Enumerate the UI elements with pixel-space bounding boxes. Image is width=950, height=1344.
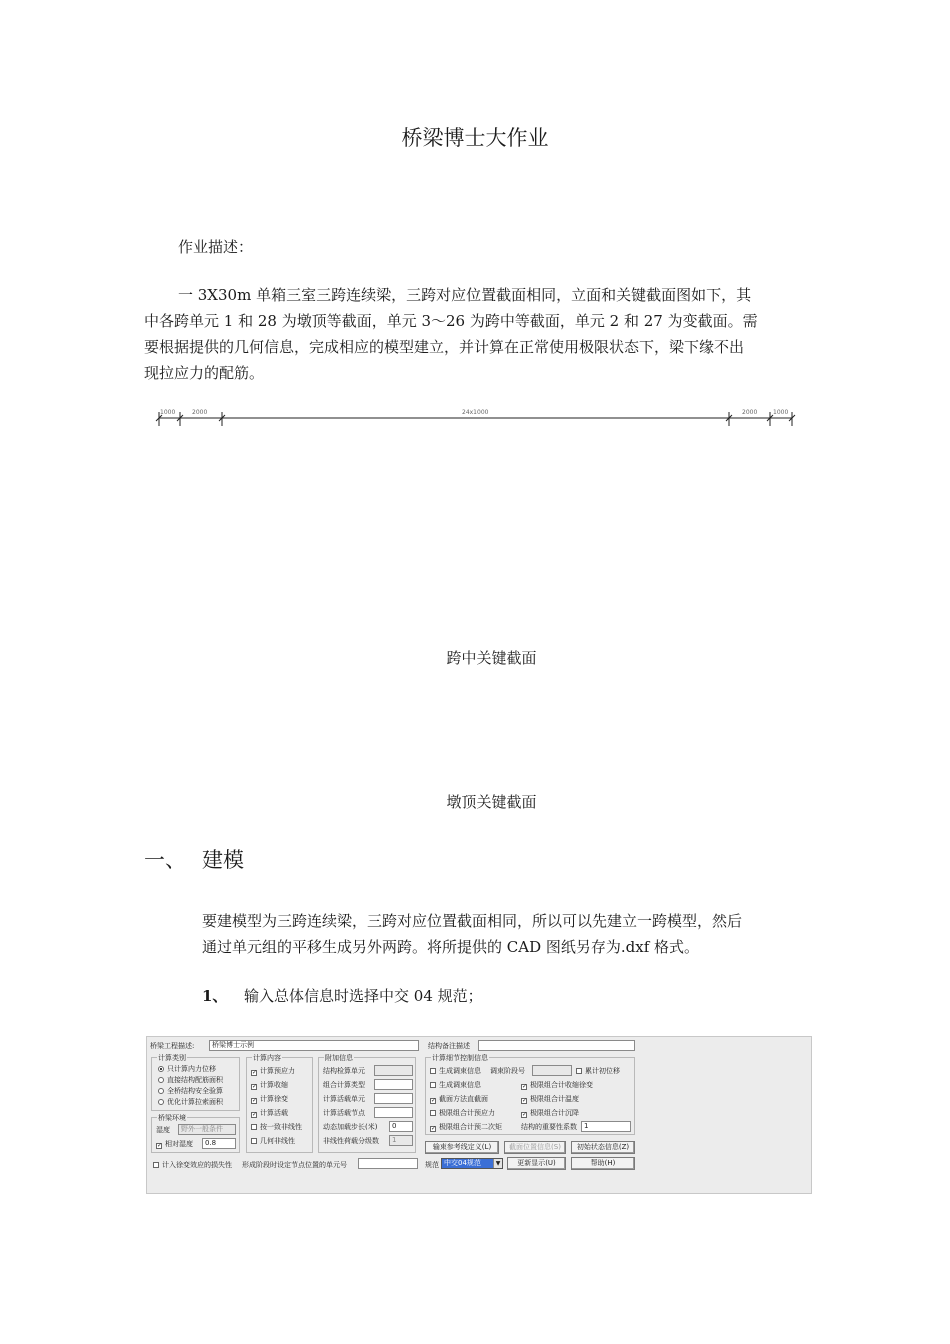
add-info-label-3: 计算活载节点	[323, 1109, 365, 1117]
detail-stage-input[interactable]	[532, 1065, 572, 1076]
detail-left-item-0[interactable]	[430, 1066, 481, 1076]
detail-right-item-0[interactable]	[576, 1066, 620, 1076]
detail-right-label: 极限组合计沉降	[530, 1109, 579, 1117]
add-info-input-0[interactable]	[374, 1065, 413, 1076]
checkbox-icon	[430, 1082, 436, 1088]
detail-right-label: 累计初位移	[585, 1067, 620, 1075]
detail-left-item-2[interactable]	[430, 1094, 488, 1104]
rel-humidity-checkbox[interactable]	[156, 1139, 193, 1149]
calc-type-option-1[interactable]	[158, 1075, 223, 1085]
section-number: 一、	[144, 848, 186, 872]
detail-left-item-4[interactable]	[430, 1122, 502, 1132]
detail-left-label: 极限组合计预应力	[439, 1109, 495, 1117]
detail-left-item-3[interactable]	[430, 1108, 495, 1118]
radio-icon	[158, 1077, 164, 1083]
detail-left-label: 生成调束信息	[439, 1067, 481, 1075]
dim-mid: 24x1000	[462, 409, 489, 416]
calc-content-item-1[interactable]	[251, 1080, 288, 1090]
code-label: 规范	[425, 1161, 439, 1169]
dim-left-2: 2000	[192, 409, 208, 416]
help-button[interactable]: 帮助(H)	[571, 1157, 635, 1170]
node-label: 形成阶段时设定节点位置的单元号	[242, 1161, 347, 1169]
calc-content-item-2[interactable]	[251, 1094, 288, 1104]
factor-input[interactable]: 1	[581, 1121, 631, 1132]
bridge-env-group	[151, 1114, 240, 1153]
section-pos-button[interactable]: 截面位置信息(S)	[504, 1141, 566, 1154]
calc-content-label: 按一致非线性	[260, 1123, 302, 1131]
code-select[interactable]	[441, 1158, 503, 1169]
detail-left-label: 截面方法直截面	[439, 1095, 488, 1103]
add-info-label-1: 组合计算类型	[323, 1081, 365, 1089]
checkbox-checked-icon: ✓	[431, 1097, 437, 1104]
calc-type-option-label: 只计算内力位移	[167, 1065, 216, 1073]
caption-pier-section: 墩顶关键截面	[446, 793, 537, 811]
step-text: 输入总体信息时选择中交 04 规范；	[244, 987, 483, 1005]
calc-type-option-0[interactable]	[158, 1064, 216, 1074]
checkbox-icon	[576, 1068, 582, 1074]
consider-shrink-label: 计入徐变效应的损失性	[162, 1161, 232, 1169]
calc-type-group-label: 计算类别	[158, 1054, 186, 1062]
detail-ctrl-group	[425, 1054, 635, 1135]
ref-line-button[interactable]: 输束参考线定义(L)	[425, 1141, 499, 1154]
add-info-input-1[interactable]	[374, 1079, 413, 1090]
checkbox-icon	[251, 1138, 257, 1144]
checkbox-checked-icon: ✓	[252, 1069, 258, 1076]
project-desc-input[interactable]: 桥梁博士示例	[209, 1040, 419, 1051]
section-heading: 建模	[202, 848, 244, 872]
page-title: 桥梁博士大作业	[401, 126, 549, 150]
elevation-dimension-drawing	[150, 404, 800, 432]
calc-content-label: 计算收缩	[260, 1081, 288, 1089]
calc-content-label: 计算活载	[260, 1109, 288, 1117]
checkbox-icon	[153, 1162, 159, 1168]
calc-content-item-0[interactable]	[251, 1066, 295, 1076]
detail-right-label: 极限组合计收缩徐变	[530, 1081, 593, 1089]
add-info-group	[318, 1054, 416, 1153]
checkbox-checked-icon: ✓	[157, 1142, 163, 1149]
calc-content-label: 计算徐变	[260, 1095, 288, 1103]
consider-shrink-checkbox[interactable]	[153, 1160, 232, 1170]
detail-right-label: 极限组合计温度	[530, 1095, 579, 1103]
add-info-label-5: 非线性荷载分级数	[323, 1137, 379, 1145]
add-info-input-5[interactable]: 1	[389, 1135, 413, 1146]
calc-type-group	[151, 1054, 240, 1111]
model-line-1: 要建模型为三跨连续梁，三跨对应位置截面相同，所以可以先建立一跨模型，然后	[202, 912, 743, 930]
description-line-1: 一 3X30m 单箱三室三跨连续梁，三跨对应位置截面相同，立面和关键截面图如下，其	[178, 286, 752, 304]
dim-right-1: 2000	[742, 409, 758, 416]
add-info-group-label: 附加信息	[325, 1054, 353, 1062]
detail-stage-label: 调束阶段号	[490, 1067, 525, 1075]
step-number: 1、	[202, 987, 228, 1005]
calc-type-option-3[interactable]	[158, 1097, 223, 1107]
checkbox-checked-icon: ✓	[252, 1097, 258, 1104]
add-info-input-3[interactable]	[374, 1107, 413, 1118]
detail-right-item-1[interactable]	[521, 1080, 593, 1090]
checkbox-icon	[251, 1124, 257, 1130]
calc-content-label: 几何非线性	[260, 1137, 295, 1145]
update-display-button[interactable]: 更新显示(U)	[507, 1157, 566, 1170]
bridge-env-group-label: 桥梁环境	[158, 1114, 186, 1122]
calc-content-group	[246, 1054, 313, 1153]
calc-content-item-4[interactable]	[251, 1122, 302, 1132]
detail-ctrl-group-label: 计算细节控制信息	[432, 1054, 488, 1062]
project-desc-label: 桥梁工程描述:	[150, 1042, 195, 1050]
checkbox-checked-icon: ✓	[252, 1083, 258, 1090]
calc-content-group-label: 计算内容	[253, 1054, 281, 1062]
detail-left-label: 生成调束信息	[439, 1081, 481, 1089]
general-info-dialog	[146, 1036, 812, 1194]
description-line-4: 现拉应力的配筋。	[144, 364, 265, 382]
calc-content-item-5[interactable]	[251, 1136, 295, 1146]
remark-label: 结构备注描述	[428, 1042, 470, 1050]
model-line-2: 通过单元组的平移生成另外两跨。将所提供的 CAD 图纸另存为.dxf 格式。	[202, 938, 700, 956]
detail-left-label: 极限组合计预二次矩	[439, 1123, 502, 1131]
humidity-label: 湿度	[156, 1126, 170, 1134]
checkbox-icon	[430, 1068, 436, 1074]
calc-type-option-2[interactable]	[158, 1086, 223, 1096]
radio-selected-icon	[158, 1066, 164, 1072]
checkbox-checked-icon: ✓	[522, 1083, 528, 1090]
add-info-label-4: 动态加载步长(米)	[323, 1123, 378, 1131]
calc-type-option-label: 直接结构配筋面积	[167, 1076, 223, 1084]
checkbox-checked-icon: ✓	[522, 1111, 528, 1118]
rel-humidity-input[interactable]: 0.8	[202, 1138, 236, 1149]
description-line-2: 中各跨单元 1 和 28 为墩顶等截面，单元 3～26 为跨中等截面，单元 2 和 27 为变截面。需	[144, 312, 758, 330]
chevron-down-icon: ▼	[493, 1159, 502, 1168]
checkbox-checked-icon: ✓	[252, 1111, 258, 1118]
checkbox-icon	[430, 1110, 436, 1116]
calc-type-option-label: 全桥结构安全验算	[167, 1087, 223, 1095]
rel-humidity-label: 相对湿度	[165, 1140, 193, 1148]
add-info-input-4[interactable]: 0	[389, 1121, 413, 1132]
checkbox-checked-icon: ✓	[522, 1097, 528, 1104]
remark-input[interactable]	[478, 1040, 635, 1051]
calc-content-item-3[interactable]	[251, 1108, 288, 1118]
factor-label: 结构的重要性系数	[521, 1123, 577, 1131]
humidity-select[interactable]: 野外一般条件	[178, 1124, 236, 1135]
init-state-button[interactable]: 初始状态信息(Z)	[571, 1141, 635, 1154]
detail-left-item-1[interactable]	[430, 1080, 481, 1090]
detail-right-item-3[interactable]	[521, 1108, 579, 1118]
add-info-label-2: 计算活载单元	[323, 1095, 365, 1103]
dim-right-2: 1000	[773, 409, 789, 416]
add-info-input-2[interactable]	[374, 1093, 413, 1104]
dim-left-1: 1000	[160, 409, 176, 416]
add-info-label-0: 结构检算单元	[323, 1067, 365, 1075]
radio-icon	[158, 1099, 164, 1105]
radio-icon	[158, 1088, 164, 1094]
detail-right-item-2[interactable]	[521, 1094, 579, 1104]
calc-type-option-label: 优化计算拉索面积	[167, 1098, 223, 1106]
code-select-value: 中交04规范	[444, 1159, 481, 1167]
caption-midspan-section: 跨中关键截面	[446, 649, 537, 667]
description-label: 作业描述：	[178, 238, 254, 256]
calc-content-label: 计算预应力	[260, 1067, 295, 1075]
node-input[interactable]	[358, 1158, 418, 1169]
description-line-3: 要根据提供的几何信息，完成相应的模型建立，并计算在正常使用极限状态下，梁下缘不出	[144, 338, 745, 356]
checkbox-checked-icon: ✓	[431, 1125, 437, 1132]
